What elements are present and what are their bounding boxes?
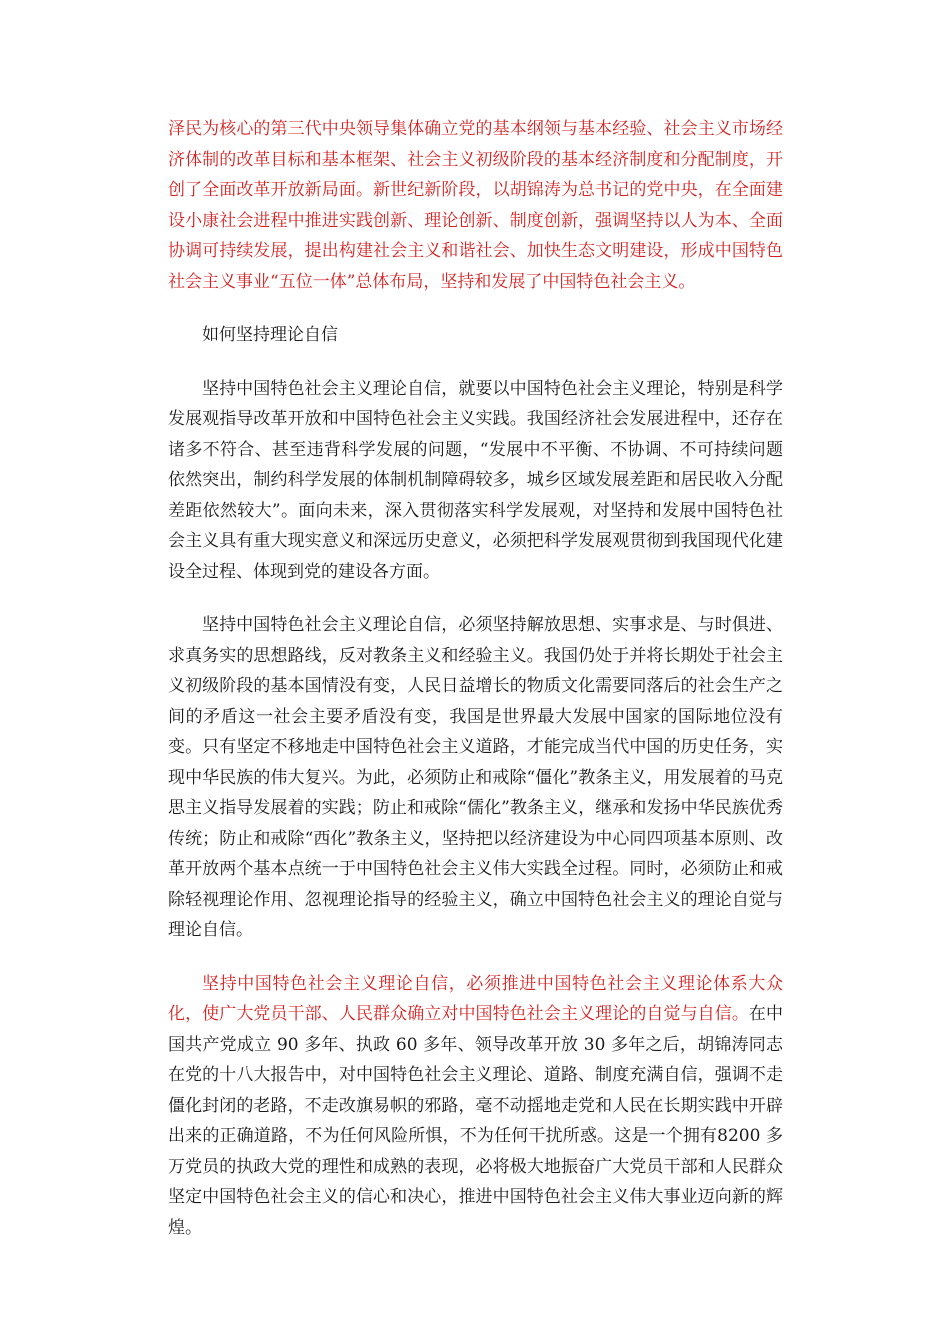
paragraph-ideological-line: 坚持中国特色社会主义理论自信，必须坚持解放思想、实事求是、与时俱进、求真务实的思想路线，反对教条主义和经验主义。我国仍处于并将长期处于社会主义初级阶段的基本国情没有变，人民日益增长的物质文化需要同落后的社会生产之间的矛盾这一社会主要矛盾没有变，我国是世界最大发展中国家的国际地位没有变。只有坚定不移地走中国特色社会主义道路，才能完成当代中国的历史任务，实现中华民族的伟大复兴。为此，必须防止和戒除“僵化”教条主义，用发展着的马克思主义指导发展着的实践；防止和戒除“儒化”教条主义，继承和发扬中华民族优秀传统；防止和戒除“西化”教条主义，坚持把以经济建设为中心同四项基本原则、改革开放两个基本点统一于中国特色社会主义伟大实践全过程。同时，必须防止和戒除轻视理论作用、忽视理论指导的经验主义，确立中国特色社会主义的理论自觉与理论自信。 [168, 615, 783, 940]
section-heading: 如何坚持理论自信 [202, 325, 338, 345]
paragraph-popularization-rest: 在中国共产党成立 90 多年、执政 60 多年、领导改革开放 30 多年之后，胡锦涛同志在党的十八大报告中，对中国特色社会主义理论、道路、制度充满自信，强调不走僵化封闭的老路，不走改旗易帜的邪路，毫不动摇地走党和人民在长期实践中开辟出来的正确道路，不为任何风险所惧，不为任何干扰所惑。这是一个拥有8200 多万党员的执政大党的理性和成熟的表现，必将极大地振奋广大党员干部和人民群众坚定中国特色社会主义的信心和决心，推进中国特色社会主义伟大事业迈向新的辉煌。 [168, 1004, 784, 1238]
paragraph-popularization-highlight: 坚持中国特色社会主义理论自信，必须推进中国特色社会主义理论体系大众化，使广大党员干部、人民群众确立对中国特色社会主义理论的自觉与自信。 [168, 973, 783, 1024]
paragraph-popularization [168, 969, 783, 1244]
paragraph-scientific-development: 坚持中国特色社会主义理论自信，就要以中国特色社会主义理论，特别是科学发展观指导改革开放和中国特色社会主义实践。我国经济社会发展进程中，还存在诸多不符合、甚至违背科学发展的问题，“发展中不平衡、不协调、不可持续问题依然突出，制约科学发展的体制机制障碍较多，城乡区域发展差距和居民收入分配差距依然较大”。面向未来，深入贯彻落实科学发展观，对坚持和发展中国特色社会主义具有重大现实意义和深远历史意义，必须把科学发展观贯彻到我国现代化建设全过程、体现到党的建设各方面。 [168, 378, 783, 582]
document-body [168, 114, 783, 1266]
paragraph-intro: 泽民为核心的第三代中央领导集体确立党的基本纲领与基本经验、社会主义市场经济体制的改革目标和基本框架、社会主义初级阶段的基本经济制度和分配制度，开创了全面改革开放新局面。新世纪新阶段，以胡锦涛为总书记的党中央，在全面建设小康社会进程中推进实践创新、理论创新、制度创新，强调坚持以人为本、全面协调可持续发展，提出构建社会主义和谐社会、加快生态文明建设，形成中国特色社会主义事业“五位一体”总体布局，坚持和发展了中国特色社会主义。 [168, 119, 783, 292]
